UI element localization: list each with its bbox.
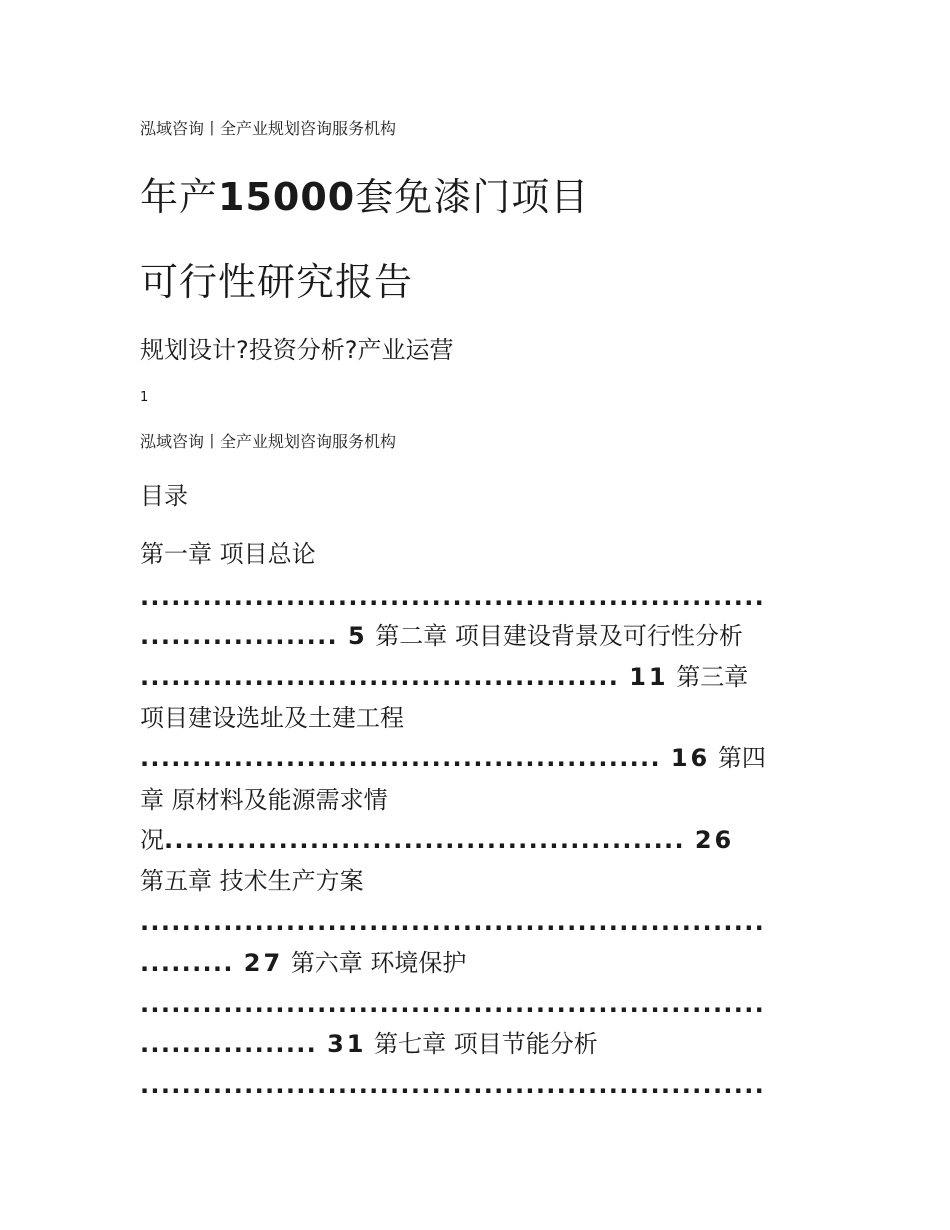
toc-title: 目录 xyxy=(140,482,188,510)
toc-line xyxy=(140,992,765,1016)
toc-line xyxy=(140,1032,598,1056)
page-header-2: 泓域咨询丨全产业规划咨询服务机构 xyxy=(140,432,397,451)
toc-entry-text: 第七章 项目节能分析 xyxy=(366,1030,598,1058)
toc-page-number: 5 xyxy=(347,622,368,650)
toc-line xyxy=(140,869,364,893)
toc-line xyxy=(140,788,388,812)
toc-page-number: 16 xyxy=(670,744,711,772)
report-title-line2: 可行性研究报告 xyxy=(140,260,414,304)
page-header: 泓域咨询丨全产业规划咨询服务机构 xyxy=(140,119,397,138)
toc-line xyxy=(140,542,316,566)
title-prefix: 年产 xyxy=(140,175,219,219)
toc-prefix: 况 xyxy=(140,826,164,854)
toc-entry-text: 第四 xyxy=(710,744,766,772)
toc-leader-dots: ............................................................ xyxy=(140,990,766,1018)
toc-entry-text: 第五章 技术生产方案 xyxy=(140,867,364,895)
toc-leader-dots: ............................................................ xyxy=(140,583,766,611)
toc-leader-dots: .............................................. xyxy=(140,663,620,691)
toc-line xyxy=(140,910,765,934)
toc-leader-dots: .................................................. xyxy=(140,744,661,772)
toc-entry-text: 第三章 xyxy=(668,663,749,691)
toc-entry-text: 第六章 环境保护 xyxy=(283,949,467,977)
toc-leader-dots: ............................................................ xyxy=(140,1071,766,1099)
toc-line xyxy=(140,585,765,609)
toc-entry-text: 第二章 项目建设背景及可行性分析 xyxy=(367,622,743,650)
toc-entry-text: 项目建设选址及土建工程 xyxy=(140,704,404,732)
toc-page-number: 11 xyxy=(629,663,669,691)
toc-entry-text: 章 原材料及能源需求情 xyxy=(140,786,388,814)
toc-leader-dots: ................. xyxy=(140,1030,318,1058)
toc-line xyxy=(140,951,466,975)
toc-line xyxy=(140,1073,765,1097)
title-number: 15000 xyxy=(218,175,356,219)
toc-page-number: 31 xyxy=(327,1030,367,1058)
toc-leader-dots: ............................................................ xyxy=(140,908,766,936)
toc-line xyxy=(140,828,734,852)
toc-line xyxy=(140,624,743,648)
toc-line xyxy=(140,746,766,770)
toc-page-number: 27 xyxy=(243,949,284,977)
title-suffix: 套免漆门项目 xyxy=(355,175,590,219)
toc-page-number: 26 xyxy=(694,826,735,854)
toc-entry-text: 第一章 项目总论 xyxy=(140,540,316,568)
toc-line xyxy=(140,665,748,689)
toc-line xyxy=(140,706,404,730)
toc-leader-dots: ......... xyxy=(140,949,234,977)
toc-leader-dots: ................... xyxy=(140,622,338,650)
report-subtitle: 规划设计?投资分析?产业运营 xyxy=(140,336,454,364)
report-title-line1 xyxy=(140,175,590,219)
page-number: 1 xyxy=(140,390,149,405)
toc-leader-dots: .................................................. xyxy=(164,826,685,854)
